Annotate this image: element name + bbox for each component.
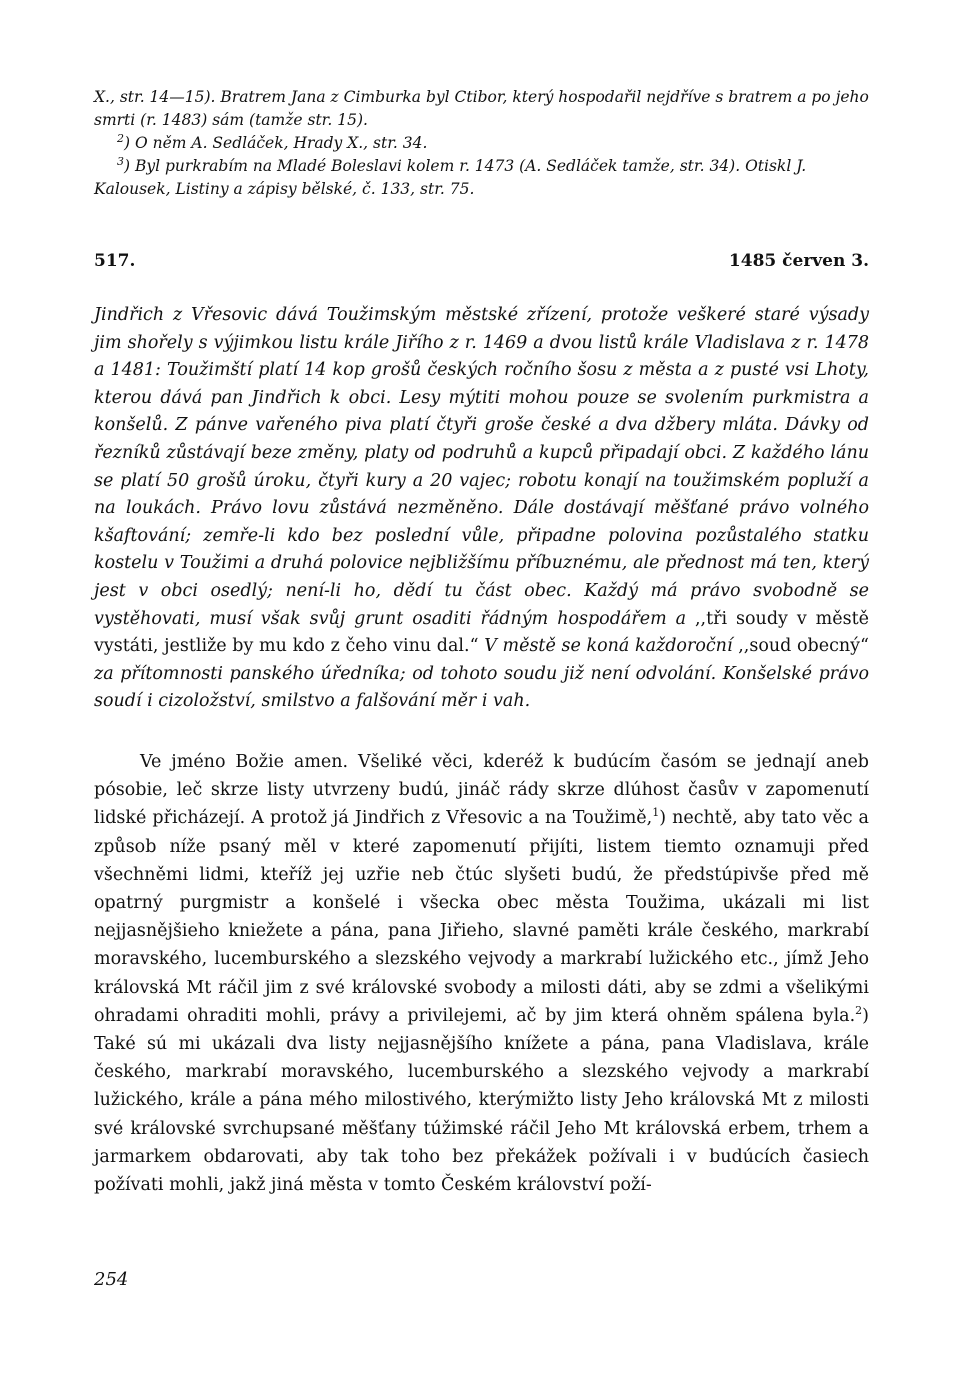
footnote-ref-1: 1 xyxy=(652,806,660,820)
charter-text-a: Ve jméno Božie amen. Všeliké věci, kderéž k budúcím časóm se jednají aneb pósobie, leč skrze listy utvrzeny budú, jináč rády skrze dlúhost časův v zapomenutí lidské přicházejí. A protož já Jindřich z Vřesovic a na Toužimě, xyxy=(94,751,869,829)
page-content xyxy=(94,86,869,1199)
footnote-1-continuation: X., str. 14—15). Bratrem Jana z Cimburka byl Ctibor, který hospodařil nejdříve s bratrem a po jeho smrti (r. 1483) sám (tamže str. 15). xyxy=(94,88,869,129)
regest-quote-1: ,,tři soudy v městě vystáti, jestliže by mu kdo z čeho vinu dal.“ xyxy=(94,608,869,657)
charter-text xyxy=(94,748,869,1199)
footnote-3-text: ) Byl purkrabím na Mladé Boleslavi kolem r. 1473 (A. Sedláček tamže, str. 34). Otiskl J. Kalousek, Listiny a zápisy bělské, č. 133, str. 75. xyxy=(94,157,807,198)
footnote-ref-2: 2 xyxy=(855,1003,863,1017)
footnote-2 xyxy=(94,132,869,155)
footnote-2-marker: 2 xyxy=(117,131,124,145)
page-number: 254 xyxy=(94,1269,129,1290)
regest-quote-2: ,,soud obecný“ xyxy=(732,636,869,657)
regest-part-1: Jindřich z Vřesovic dává Toužimským městské zřízení, protože veškeré staré výsady jim shořely s výjimkou listu krále Jiřího z r. 1469 a dvou listů krále Vladislava z r. 1478 a 1481: Toužimští platí 14 kop grošů českých ročního šosu z města a z pusté vsi Lhoty, kterou dává pan Jindřich k obci. Lesy mýtiti mohou pouze se svolením purkmistra a konšelů. Z pánve vařeného piva platí čtyři groše české a dva džbery mláta. Dávky od řezníků zůstávají beze změny, platy od podruhů a kupců připadají obci. Z každého lánu se platí 50 grošů úroku, čtyři kury a 20 vajec; robotu konají na toužimském popluží a na loukách. Právo lovu zůstává nezměněno. Dále dostávají měšťané právo volného kšaftování; zemře-li kdo bez poslední vůle, připadne polovina pozůstalého statku kostelu v Toužimi a druhá polovice nejbližšímu příbuznému, ale přednost má ten, který jest v obci osedlý; není-li ho, dědí tu část obec. Každý má právo svobodně se vystěhovati, musí však svůj grunt osaditi řádným hospodářem a xyxy=(94,305,869,629)
regest-summary xyxy=(94,302,869,716)
document-date: 1485 červen 3. xyxy=(728,251,869,271)
regest-part-2: V městě se koná každoroční xyxy=(484,636,733,657)
footnotes xyxy=(94,86,869,201)
footnote-3 xyxy=(94,155,869,201)
regest-part-3: za přítomnosti panského úředníka; od tohoto soudu již není odvolání. Konšelské právo soudí i cizoložství, smilstvo a falšování měr i vah. xyxy=(94,663,869,712)
document-header xyxy=(94,249,869,273)
charter-text-c: ) Také sú mi ukázali dva listy nejjasnějšího knížete a pána, pana Vladislava, krále českého, markrabí moravského, lucemburského a slezského vejvody a markrabí lužického, krále a pána mého milostivého, kterýmižto listy Jeho královská Mt z milosti své královské svrchupsané měšťany túžimské ráčil Jeho Mt královská erbem, trhem a jarmarkem obdarovati, aby tak toho bez překážek požívali i v budúcích časiech požívati mohli, jakž jiná města v tomto Českém království poží- xyxy=(94,1005,869,1195)
footnote-3-marker: 3 xyxy=(117,154,124,168)
footnote-2-text: ) O něm A. Sedláček, Hrady X., str. 34. xyxy=(124,134,428,152)
charter-text-b: ) nechtě, aby tato věc a způsob níže psaný měl v které zapomenutí přijíti, listem tiemto oznamuji před všechněmi lidmi, kteříž jej uzřie neb čtúc slyšeti budú, že předstúpivše před mě opatrný purgmistr a konšelé i všecka obec města Toužima, ukázali mi list nejjasnějšieho kniežete a pána, pana Jiřieho, slavné paměti krále českého, markrabí moravského, lucemburského a slezského vejvody a markrabí lužického etc., jímž Jeho královská Mt ráčil jim z své královské svobody a milosti dáti, aby se zdmi a všelikými ohradami ohraditi mohli, právy a privilejemi, ač by jim která ohněm spálena byla. xyxy=(94,808,869,1026)
document-number: 517. xyxy=(94,251,136,271)
